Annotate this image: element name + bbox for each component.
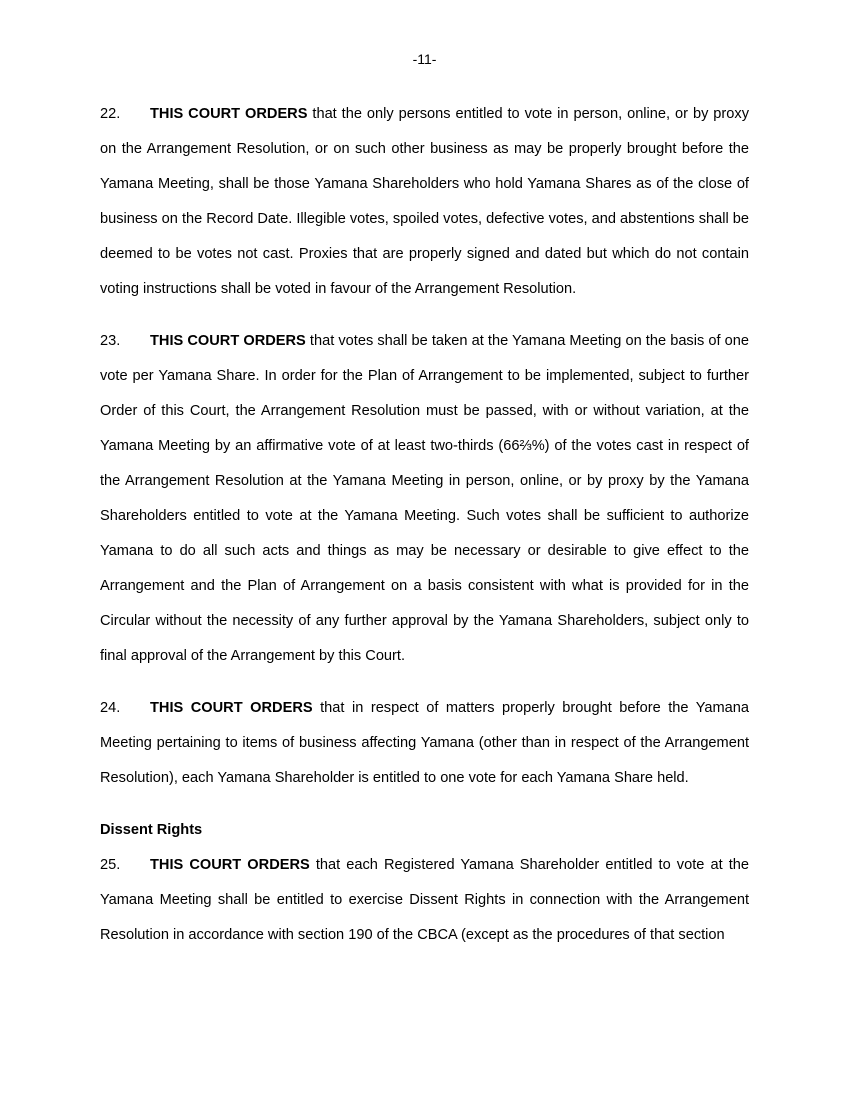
paragraph-lead: THIS COURT ORDERS (150, 106, 308, 122)
paragraph-22 (100, 97, 749, 307)
paragraph-number: 24. (100, 700, 121, 716)
paragraph-text: that in respect of matters properly brought before the Yamana Meeting pertaining to items of business affecting Yamana (other than in respect of the Arrangement Resolution), each Yamana Shareholder is entitled to one vote for each Yamana Share held. (100, 700, 750, 786)
paragraph-lead: THIS COURT ORDERS (150, 333, 306, 349)
paragraph-text: that the only persons entitled to vote in person, online, or by proxy on the Arrangement Resolution, or on such other business as may be properly brought before the Yamana Meeting, shall be those Yamana Shareholders who hold Yamana Shares as of the close of business on the Record Date. Illegible votes, spoiled votes, defective votes, and abstentions shall be deemed to be votes not cast. Proxies that are properly signed and dated but which do not contain voting instructions shall be voted in favour of the Arrangement Resolution. (100, 106, 750, 297)
document-body (100, 97, 749, 970)
paragraph-text: that each Registered Yamana Shareholder entitled to vote at the Yamana Meeting shall be entitled to exercise Dissent Rights in connection with the Arrangement Resolution in accordance with section 190 of the CBCA (except as the procedures of that section (100, 857, 750, 943)
paragraph-24 (100, 691, 749, 796)
section-heading-dissent-rights: Dissent Rights (100, 822, 203, 838)
paragraph-23 (100, 324, 749, 674)
paragraph-lead: THIS COURT ORDERS (150, 700, 313, 716)
paragraph-number: 25. (100, 857, 121, 873)
paragraph-number: 22. (100, 106, 121, 122)
paragraph-lead: THIS COURT ORDERS (150, 857, 310, 873)
paragraph-number: 23. (100, 333, 121, 349)
paragraph-text: that votes shall be taken at the Yamana Meeting on the basis of one vote per Yamana Share. In order for the Plan of Arrangement to be implemented, subject to further Order of this Court, the Arrangement Resolution must be passed, with or without variation, at the Yamana Meeting by an affirmative vote of at least two-thirds (66⅔%) of the votes cast in respect of the Arrangement Resolution at the Yamana Meeting in person, online, or by proxy by the Yamana Shareholders entitled to vote at the Yamana Meeting. Such votes shall be sufficient to authorize Yamana to do all such acts and things as may be necessary or desirable to give effect to the Arrangement and the Plan of Arrangement on a basis consistent with what is provided for in the Circular without the necessity of any further approval by the Yamana Shareholders, subject only to final approval of the Arrangement by this Court. (100, 333, 750, 664)
page-number: -11- (412, 51, 437, 67)
paragraph-25 (100, 848, 749, 953)
